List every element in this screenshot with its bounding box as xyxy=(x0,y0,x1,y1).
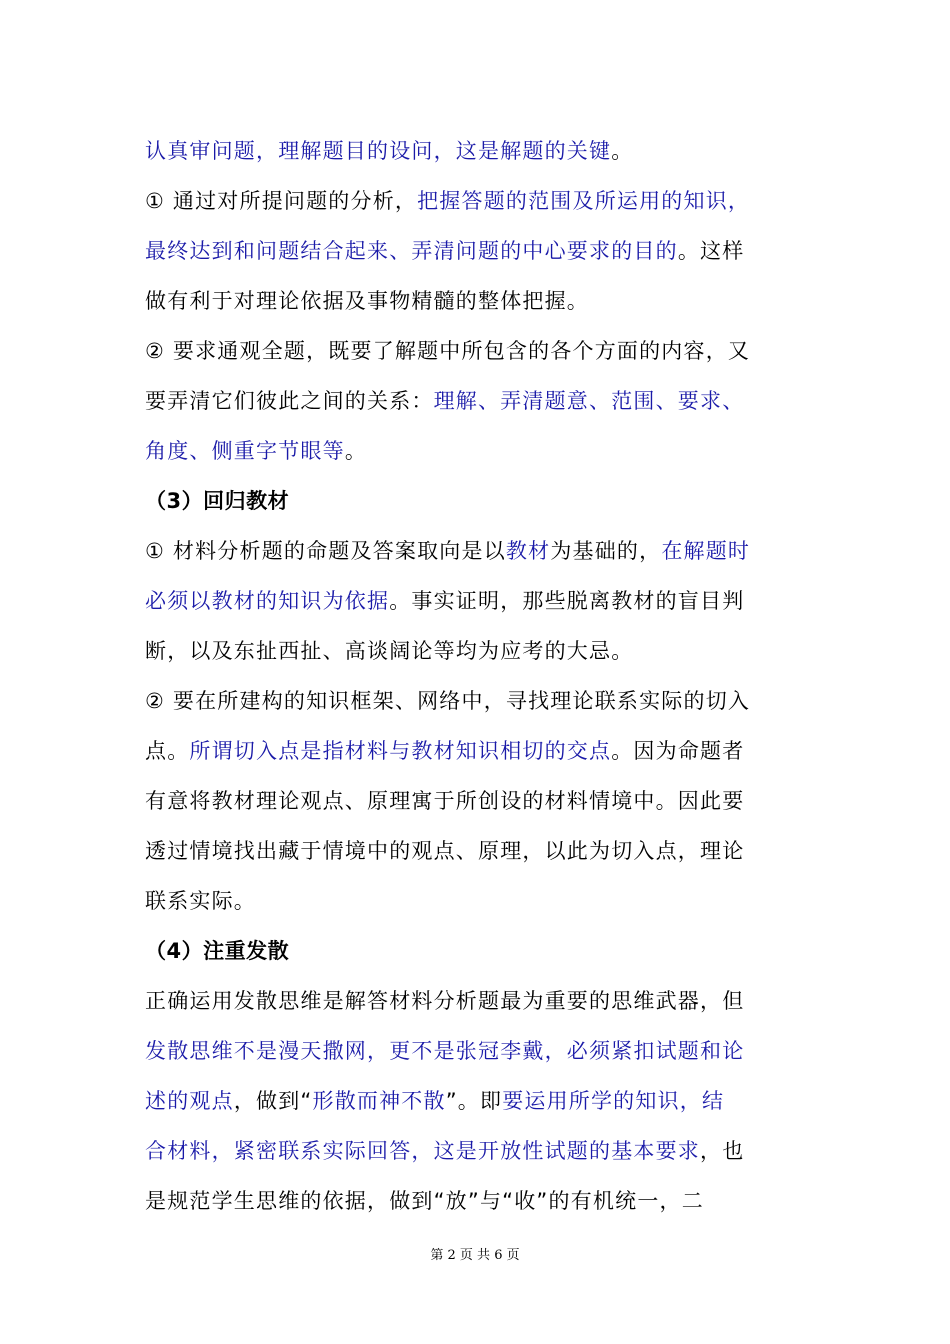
highlighted-text: 发散思维不是漫天撒网，更不是张冠李戴，必须紧扣试题和论 xyxy=(145,1039,745,1063)
text-span: 。事实证明，那些脱离教材的盲目判 xyxy=(389,589,745,613)
highlighted-text: 合材料，紧密联系实际回答，这是开放性试题的基本要求 xyxy=(145,1139,700,1163)
text-line-9 xyxy=(145,526,810,576)
text-span: 为基础的， xyxy=(550,539,662,563)
text-line-3 xyxy=(145,226,810,276)
document-body xyxy=(145,126,810,1226)
highlighted-text: 述的观点 xyxy=(145,1089,234,1113)
text-span: 断，以及东扯西扯、高谈阔论等均为应考的大忌。 xyxy=(145,639,634,663)
text-span: 。这样 xyxy=(677,239,745,263)
text-line-20 xyxy=(145,1076,810,1126)
text-span: ① 材料分析题的命题及答案取向是以 xyxy=(145,539,506,563)
highlighted-text: 认真审问题，理解题目的设问，这是解题的关键 xyxy=(145,139,612,163)
text-line-13 xyxy=(145,726,810,776)
heading-text: （4）注重发散 xyxy=(145,939,290,963)
text-line-21 xyxy=(145,1126,810,1176)
highlighted-text: 所谓切入点是指材料与教材知识相切的交点 xyxy=(189,739,612,763)
page-footer xyxy=(0,1244,950,1263)
text-line-16 xyxy=(145,876,810,926)
text-span: ，也 xyxy=(700,1139,745,1163)
text-line-14 xyxy=(145,776,810,826)
highlighted-text: 必须以教材的知识为依据 xyxy=(145,589,390,613)
highlighted-text: 角度、侧重字节眼等 xyxy=(145,439,345,463)
text-line-11 xyxy=(145,626,810,676)
heading-text: （3）回归教材 xyxy=(145,489,290,513)
text-span: 。 xyxy=(611,139,634,163)
text-line-19 xyxy=(145,1026,810,1076)
text-line-7 xyxy=(145,426,810,476)
text-span: 正确运用发散思维是解答材料分析题最为重要的思维武器，但 xyxy=(145,989,745,1013)
highlighted-text: 把握答题的范围及所运用的知识， xyxy=(417,189,751,213)
text-span: 是规范学生思维的依据，做到“放”与“收”的有机统一，二 xyxy=(145,1189,704,1213)
text-line-18 xyxy=(145,976,810,1026)
text-line-6 xyxy=(145,376,810,426)
highlighted-text: 最终达到和问题结合起来、弄清问题的中心要求的目的 xyxy=(145,239,678,263)
text-span: ，做到“ xyxy=(233,1089,313,1113)
text-span: 联系实际。 xyxy=(145,889,256,913)
text-span: 。 xyxy=(344,439,368,463)
text-line-12 xyxy=(145,676,810,726)
text-line-1 xyxy=(145,126,810,176)
text-line-5 xyxy=(145,326,810,376)
highlighted-text: 要运用所学的知识，结 xyxy=(502,1089,725,1113)
text-span: ① 通过对所提问题的分析， xyxy=(145,189,418,213)
text-line-22 xyxy=(145,1176,810,1226)
section-heading-3 xyxy=(145,476,810,526)
text-span: ② 要求通观全题，既要了解题中所包含的各个方面的内容，又 xyxy=(145,339,751,363)
text-span: 要弄清它们彼此之间的关系： xyxy=(145,389,434,413)
text-span: 点。 xyxy=(145,739,190,763)
text-span: ② 要在所建构的知识框架、网络中，寻找理论联系实际的切入 xyxy=(145,689,751,713)
highlighted-text: 教材 xyxy=(505,539,551,563)
highlighted-text: 理解、弄清题意、范围、要求、 xyxy=(433,389,745,413)
text-line-2 xyxy=(145,176,810,226)
text-line-15 xyxy=(145,826,810,876)
text-span: 透过情境找出藏于情境中的观点、原理，以此为切入点，理论 xyxy=(145,839,745,863)
text-span: 。因为命题者 xyxy=(611,739,745,763)
page-number: 第 2 页 共 6 页 xyxy=(430,1248,520,1263)
highlighted-text: 形散而神不散 xyxy=(312,1089,446,1113)
text-span: 做有利于对理论依据及事物精髓的整体把握。 xyxy=(145,289,589,313)
highlighted-text: 在解题时 xyxy=(661,539,751,563)
text-line-10 xyxy=(145,576,810,626)
text-span: 有意将教材理论观点、原理寓于所创设的材料情境中。因此要 xyxy=(145,789,745,813)
text-span: ”。即 xyxy=(445,1089,503,1113)
section-heading-4 xyxy=(145,926,810,976)
text-line-4 xyxy=(145,276,810,326)
